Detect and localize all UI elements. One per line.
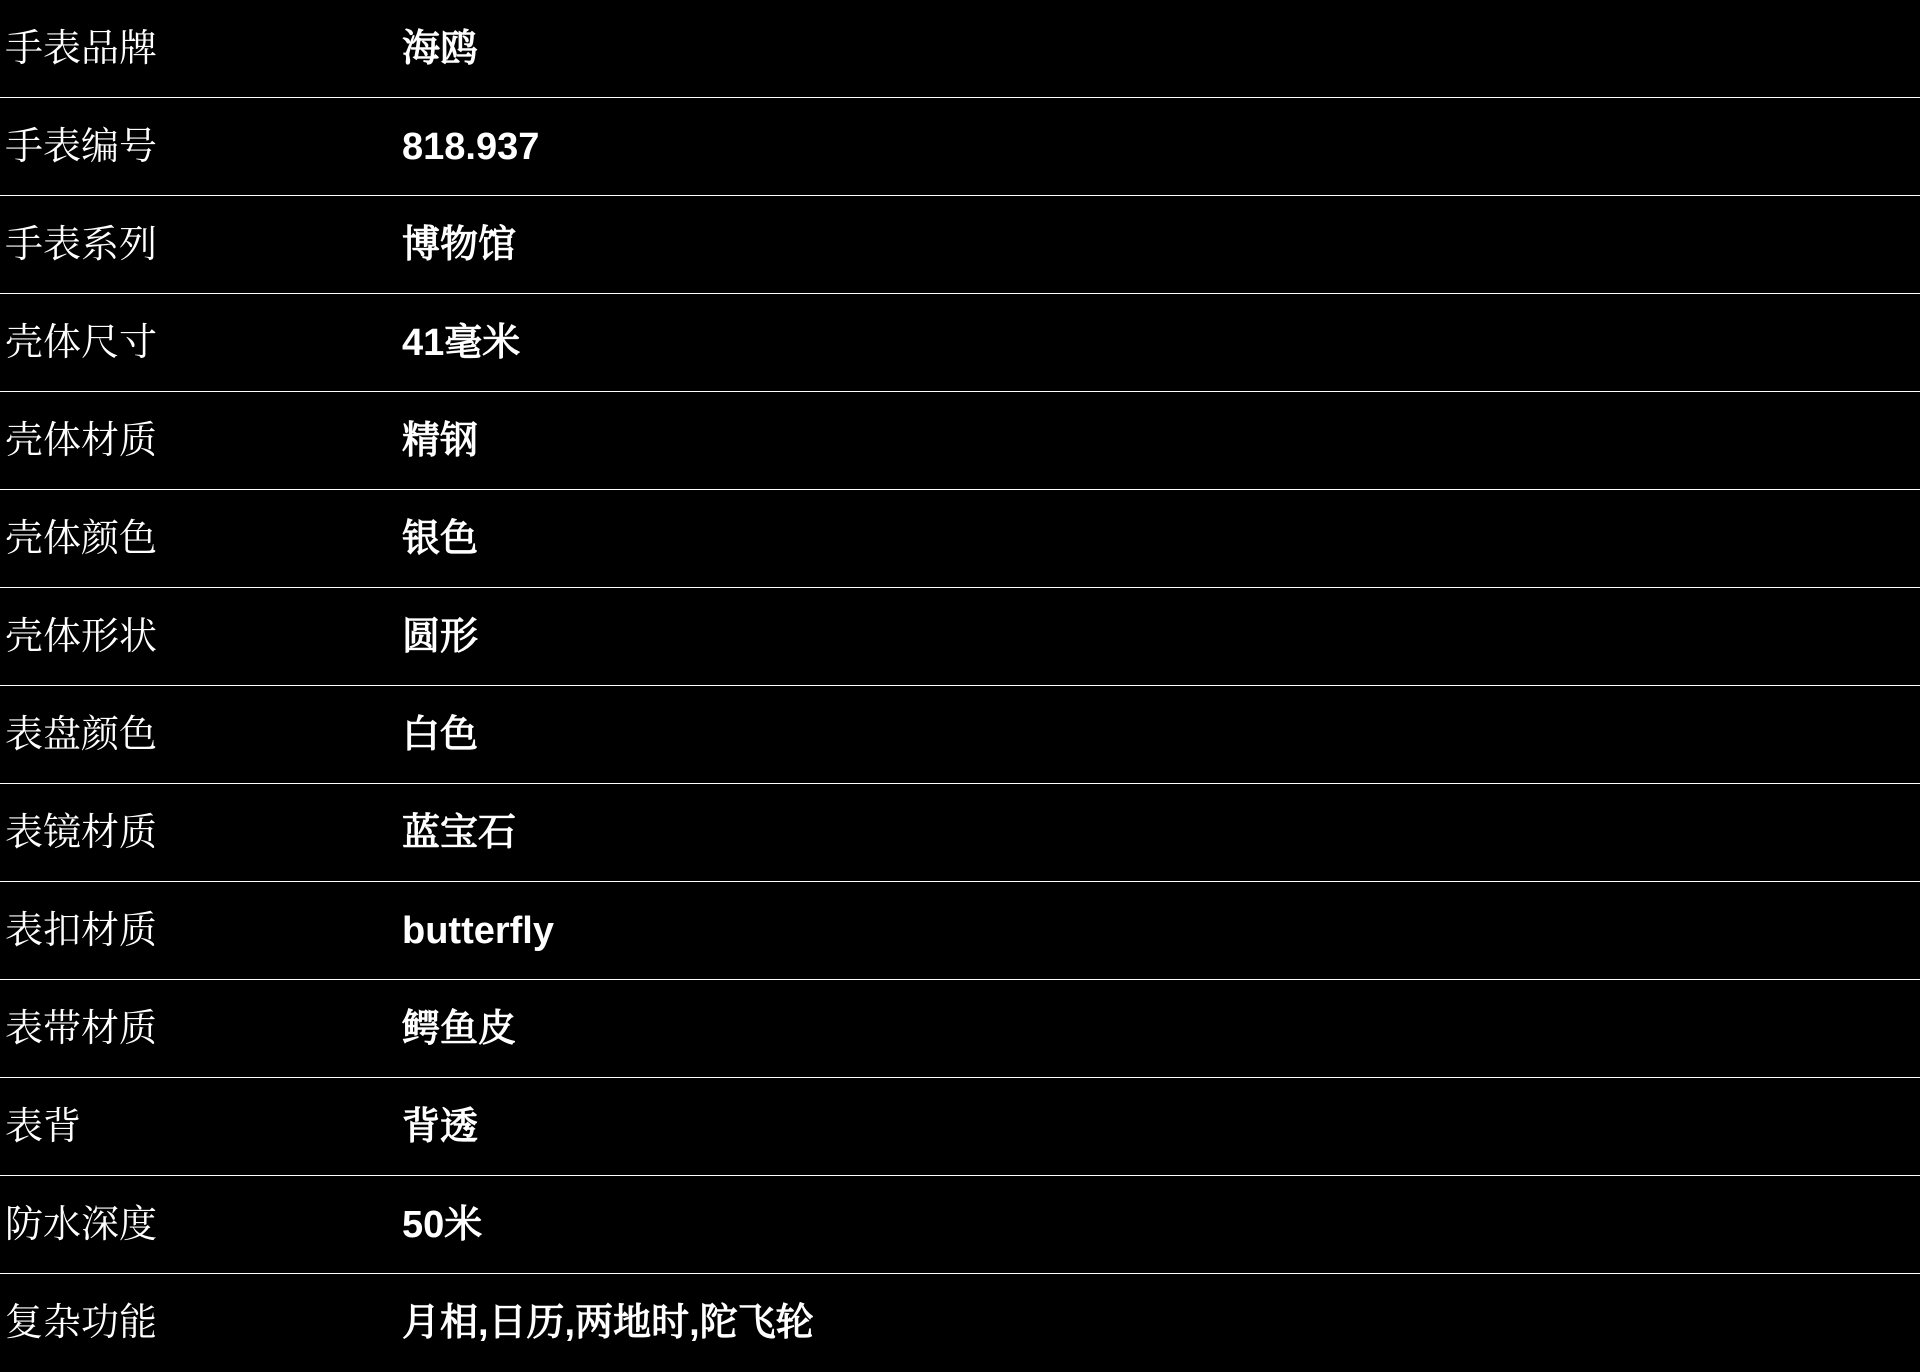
- spec-value: 鳄鱼皮: [402, 1007, 517, 1050]
- spec-label: 壳体颜色: [5, 517, 158, 560]
- spec-label: 表带材质: [5, 1007, 158, 1050]
- spec-row: [0, 980, 1920, 1078]
- spec-label: 表盘颜色: [5, 713, 158, 756]
- spec-row: [0, 0, 1920, 98]
- spec-value: 背透: [402, 1105, 479, 1148]
- spec-row: [0, 490, 1920, 588]
- spec-row: [0, 196, 1920, 294]
- spec-value: 博物馆: [402, 223, 517, 266]
- spec-label: 手表系列: [5, 223, 158, 266]
- spec-value: 月相,日历,两地时,陀飞轮: [402, 1302, 814, 1344]
- spec-label: 表扣材质: [5, 909, 158, 952]
- spec-row: [0, 294, 1920, 392]
- spec-value: 蓝宝石: [402, 811, 517, 854]
- spec-label: 壳体材质: [5, 419, 158, 462]
- spec-label: 表镜材质: [5, 811, 158, 854]
- spec-row: [0, 98, 1920, 196]
- spec-value: 精钢: [402, 419, 479, 462]
- spec-value: 银色: [402, 517, 479, 560]
- spec-row: [0, 1274, 1920, 1372]
- spec-value: 818.937: [402, 125, 540, 168]
- spec-row: [0, 588, 1920, 686]
- spec-value: butterfly: [402, 909, 554, 952]
- spec-label: 复杂功能: [5, 1302, 158, 1344]
- spec-value: 白色: [402, 713, 479, 756]
- spec-value: 圆形: [402, 615, 479, 658]
- spec-label: 手表品牌: [5, 27, 158, 70]
- spec-label: 壳体尺寸: [5, 321, 158, 364]
- spec-row: [0, 882, 1920, 980]
- spec-value: 50米: [402, 1203, 483, 1246]
- spec-label: 壳体形状: [5, 615, 158, 658]
- spec-row: [0, 1176, 1920, 1274]
- spec-label: 手表编号: [5, 125, 158, 168]
- spec-label: 表背: [5, 1105, 82, 1148]
- spec-row: [0, 686, 1920, 784]
- spec-value: 海鸥: [402, 27, 479, 70]
- spec-row: [0, 1078, 1920, 1176]
- spec-value: 41毫米: [402, 321, 521, 364]
- spec-label: 防水深度: [5, 1203, 158, 1246]
- spec-row: [0, 784, 1920, 882]
- spec-row: [0, 392, 1920, 490]
